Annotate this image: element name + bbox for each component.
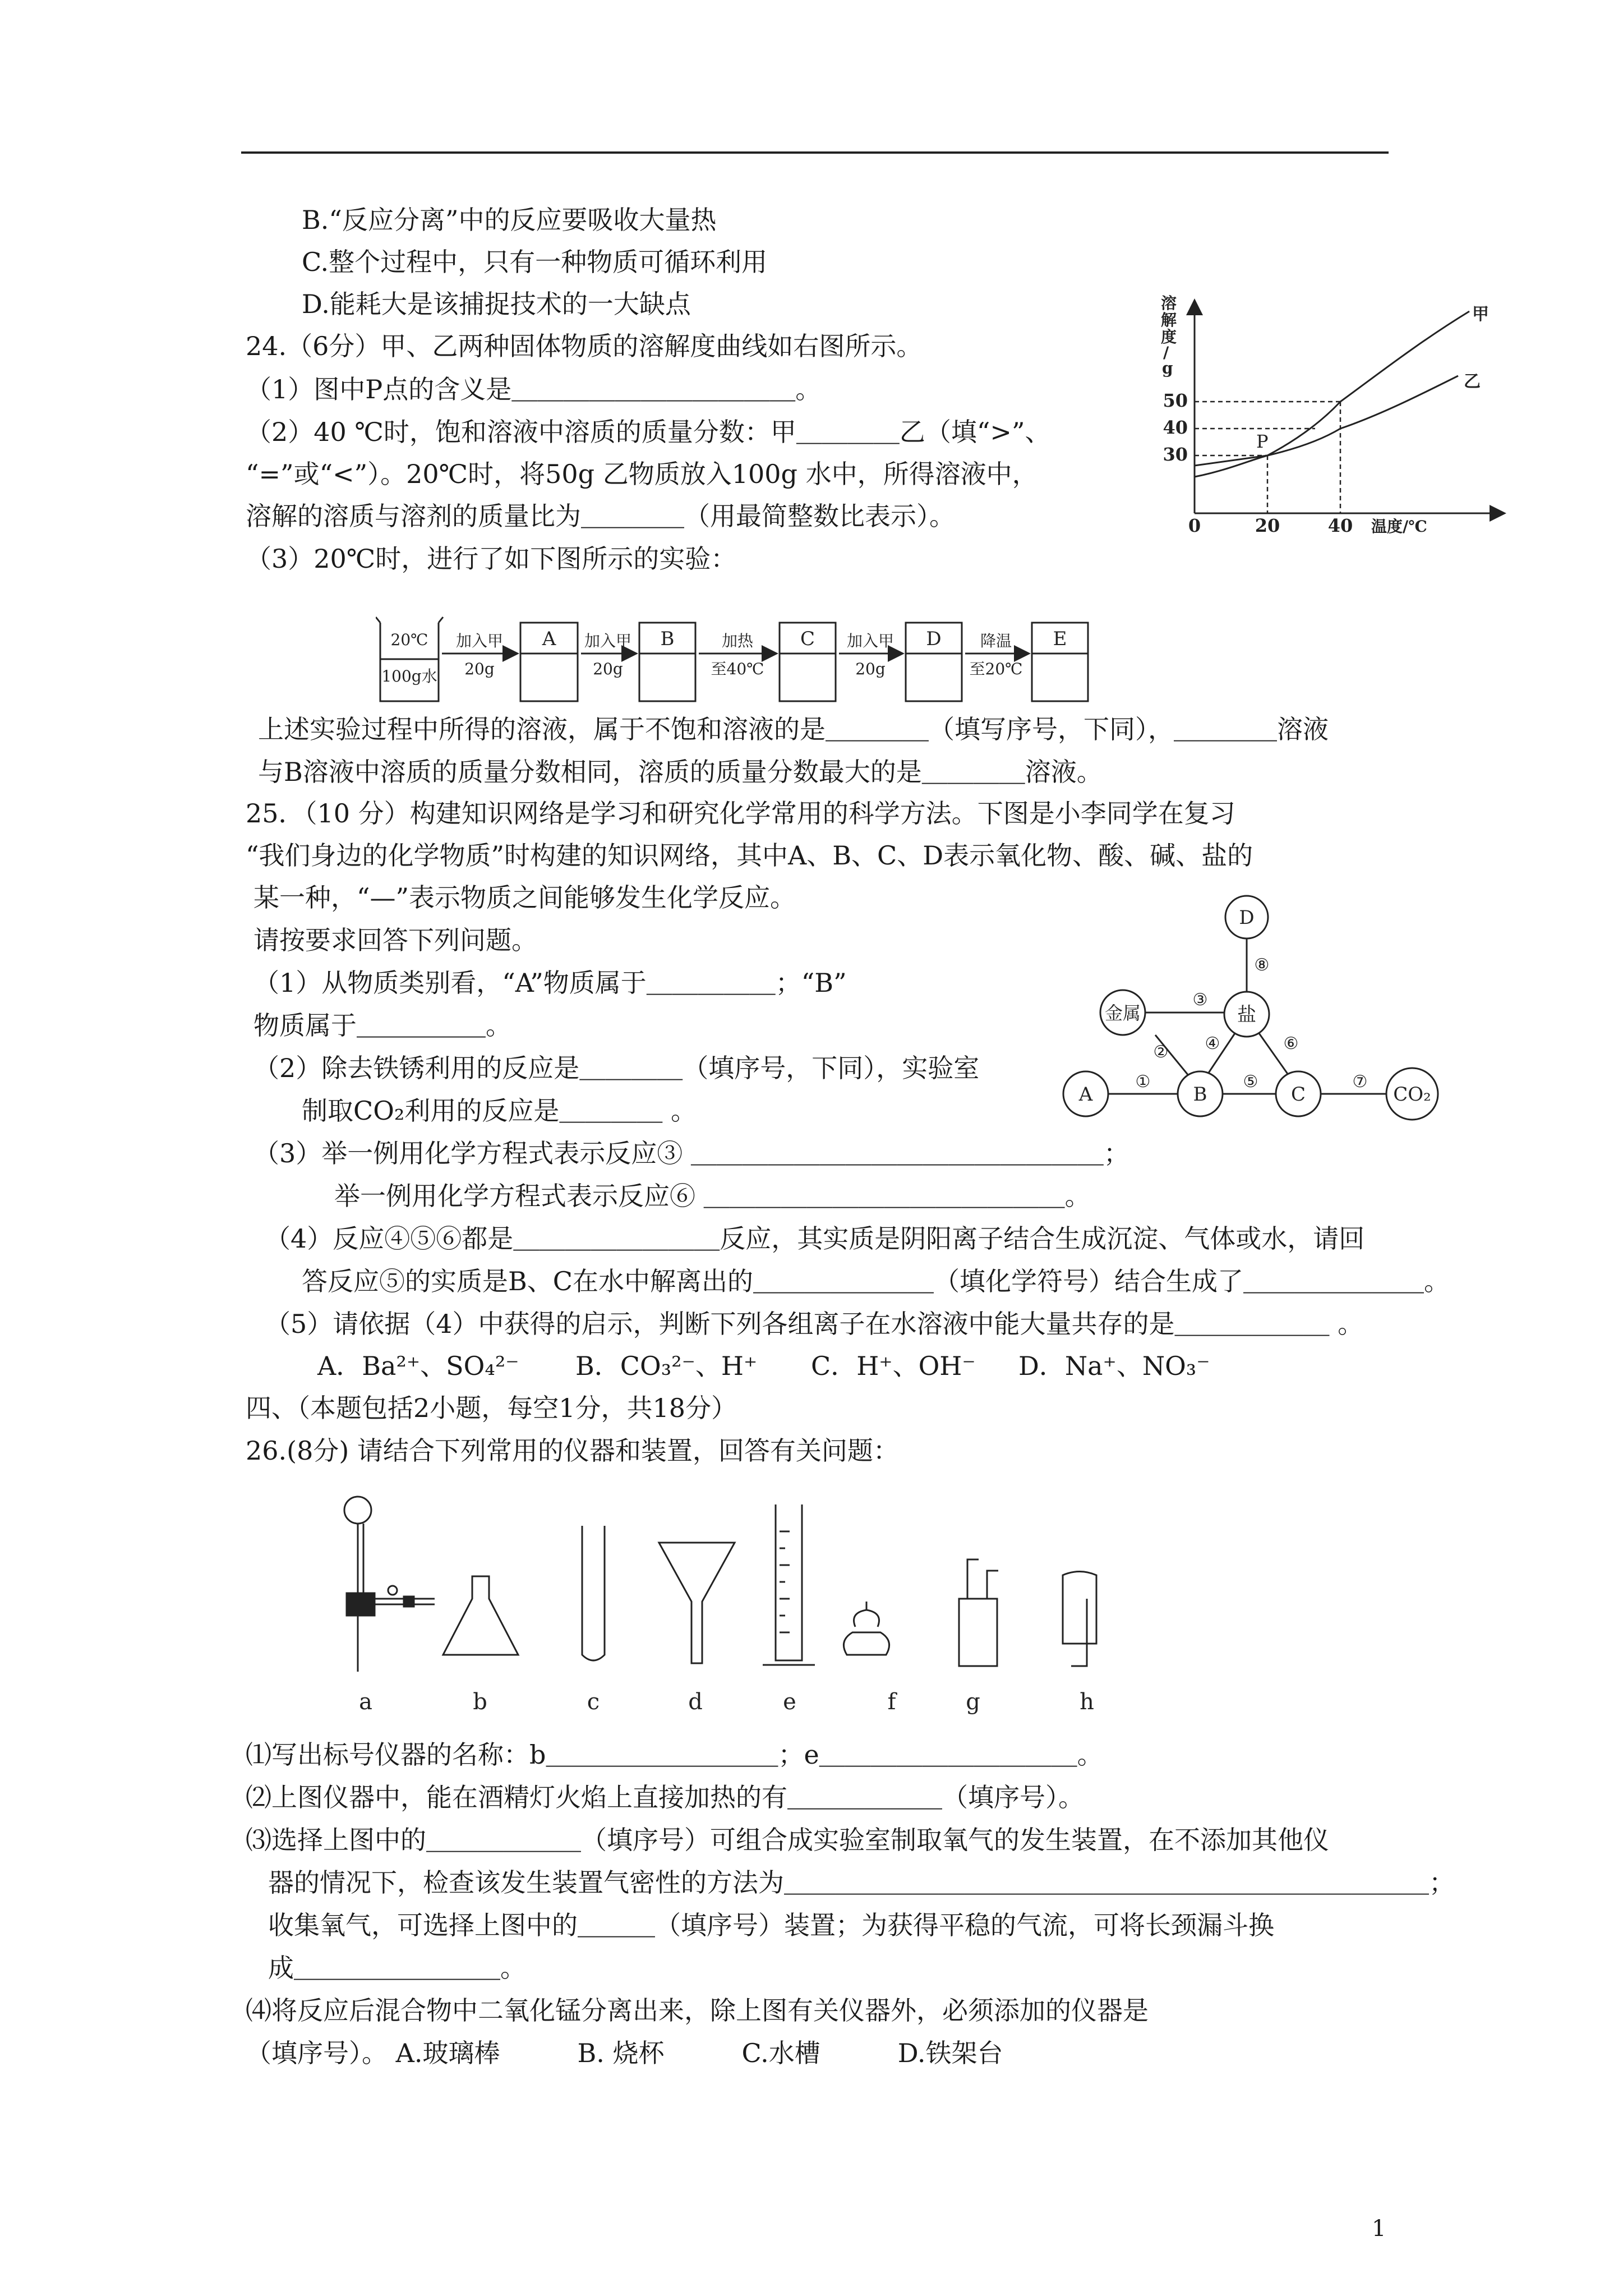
beaker-label-b: B bbox=[660, 628, 675, 650]
curve-jia bbox=[1195, 311, 1469, 477]
q25-part4-line1: （4）反应④⑤⑥都是＿＿＿＿＿＿＿＿反应，其实质是阴阳离子结合生成沉淀、气体或水，请回 bbox=[265, 1223, 1365, 1254]
y-tick-label: 30 bbox=[1163, 444, 1188, 465]
start-temp: 20℃ bbox=[390, 631, 428, 649]
curve-label-jia: 甲 bbox=[1472, 305, 1489, 324]
reaction-label: ① bbox=[1135, 1072, 1151, 1092]
step-label: 加热 bbox=[721, 632, 754, 650]
beaker-label-d: D bbox=[926, 628, 942, 650]
curve-label-yi: 乙 bbox=[1464, 372, 1481, 392]
q26-part3-line4: 成＿＿＿＿＿＿＿＿。 bbox=[268, 1953, 526, 1983]
q24-stem: 24.（6分）甲、乙两种固体物质的溶解度曲线如右图所示。 bbox=[246, 331, 923, 361]
step-label: 降温 bbox=[980, 632, 1012, 650]
q24-part1: （1）图中P点的含义是＿＿＿＿＿＿＿＿＿＿＿。 bbox=[246, 374, 822, 404]
option-b: B．CO₃²⁻、H⁺ bbox=[575, 1351, 758, 1381]
option-a: A．Ba²⁺、SO₄²⁻ bbox=[317, 1351, 519, 1381]
apparatus-c bbox=[582, 1526, 605, 1660]
option-c-line: C.整个过程中，只有一种物质可循环利用 bbox=[302, 247, 768, 277]
q25-part5-options bbox=[317, 1349, 1210, 1383]
option-d: D．Na⁺、NO₃⁻ bbox=[1018, 1351, 1210, 1381]
beaker-label-a: A bbox=[542, 628, 556, 650]
q26-part2: ⑵上图仪器中，能在酒精灯火焰上直接加热的有＿＿＿＿＿＿（填序号）。 bbox=[246, 1782, 1084, 1812]
node-salt: 盐 bbox=[1237, 1004, 1256, 1026]
q25-stem-line3: 某一种，“—”表示物质之间能够发生化学反应。 bbox=[253, 882, 796, 913]
q25-stem-line2: “我们身边的化学物质”时构建的知识网络，其中A、B、C、D表示氧化物、酸、碱、盐的 bbox=[246, 840, 1253, 871]
q25-part3-line1: （3）举一例用化学方程式表示反应③ ＿＿＿＿＿＿＿＿＿＿＿＿＿＿＿＿； bbox=[253, 1138, 1129, 1168]
step-label: 20g bbox=[593, 660, 623, 678]
reaction-label: ② bbox=[1153, 1042, 1169, 1062]
apparatus-illustration bbox=[314, 1487, 1189, 1724]
node-d: D bbox=[1239, 907, 1255, 929]
y-tick-label: 50 bbox=[1163, 390, 1188, 411]
x-tick-label: 20 bbox=[1255, 515, 1280, 536]
knowledge-network-diagram bbox=[1054, 886, 1469, 1135]
q25-part2-line2: 制取CO₂利用的反应是＿＿＿＿ 。 bbox=[302, 1096, 697, 1126]
y-axis-char: g bbox=[1162, 359, 1173, 378]
point-p-label: P bbox=[1256, 431, 1269, 452]
q26-part3-line3: 收集氧气，可选择上图中的＿＿＿（填序号）装置；为获得平稳的气流，可将长颈漏斗换 bbox=[268, 1910, 1274, 1940]
step-label: 20g bbox=[464, 660, 495, 678]
q26-part4-line1: ⑷将反应后混合物中二氧化锰分离出来，除上图有关仪器外，必须添加的仪器是 bbox=[246, 1995, 1149, 2026]
q24-part3: （3）20℃时，进行了如下图所示的实验： bbox=[246, 544, 737, 574]
q25-part2-line1: （2）除去铁锈利用的反应是＿＿＿＿（填序号，下同），实验室 bbox=[253, 1053, 980, 1083]
q24-part3-question2: 与B溶液中溶质的质量分数相同，溶质的质量分数最大的是＿＿＿＿溶液。 bbox=[258, 757, 1103, 787]
step-label: 至20℃ bbox=[969, 660, 1023, 678]
node-c: C bbox=[1290, 1083, 1306, 1106]
node-metal: 金属 bbox=[1104, 1002, 1141, 1024]
q25-part4-line2: 答反应⑤的实质是B、C在水中解离出的＿＿＿＿＿＿＿（填化学符号）结合生成了＿＿＿＿＿＿＿。 bbox=[302, 1266, 1450, 1296]
q25-stem-line1: 25．（10 分）构建知识网络是学习和研究化学常用的科学方法。下图是小李同学在复习 bbox=[246, 798, 1235, 829]
apparatus-label: g bbox=[966, 1689, 980, 1715]
apparatus-h bbox=[1063, 1572, 1096, 1667]
apparatus-label: h bbox=[1080, 1689, 1094, 1715]
option-d-line: D.能耗大是该捕捉技术的一大缺点 bbox=[302, 289, 691, 319]
q26-stem: 26.(8分) 请结合下列常用的仪器和装置，回答有关问题： bbox=[246, 1435, 899, 1466]
y-axis-char: 度 bbox=[1161, 328, 1177, 346]
page-number: 1 bbox=[1372, 2216, 1386, 2242]
apparatus-label: d bbox=[688, 1689, 703, 1715]
apparatus-label: f bbox=[887, 1689, 896, 1715]
node-a: A bbox=[1078, 1083, 1093, 1106]
apparatus-e bbox=[763, 1504, 815, 1665]
apparatus-label: c bbox=[587, 1689, 600, 1715]
section-four-heading: 四、（本题包括2小题，每空1分，共18分） bbox=[246, 1393, 737, 1423]
q26-part1: ⑴写出标号仪器的名称：b＿＿＿＿＿＿＿＿＿；e＿＿＿＿＿＿＿＿＿＿。 bbox=[246, 1740, 1103, 1770]
option-b-line: B.“反应分离”中的反应要吸收大量热 bbox=[302, 205, 717, 235]
step-label: 加入甲 bbox=[846, 632, 895, 650]
node-co2: CO₂ bbox=[1393, 1083, 1431, 1106]
solubility-graph bbox=[1155, 292, 1514, 541]
beaker-label-c: C bbox=[800, 628, 815, 650]
step-label: 加入甲 bbox=[584, 632, 632, 650]
q24-part2-line2: “=”或“<”）。20℃时，将50g 乙物质放入100g 水中，所得溶液中， bbox=[246, 459, 1038, 489]
curve-yi bbox=[1195, 376, 1458, 466]
x-axis-label: 温度/℃ bbox=[1371, 517, 1427, 536]
y-tick-label: 40 bbox=[1163, 417, 1188, 438]
reaction-label: ④ bbox=[1205, 1034, 1220, 1053]
x-tick-label: 0 bbox=[1188, 515, 1201, 536]
q24-part3-question1: 上述实验过程中所得的溶液，属于不饱和溶液的是＿＿＿＿（填写序号，下同），＿＿＿＿溶液 bbox=[258, 714, 1329, 744]
y-axis-char: 解 bbox=[1161, 311, 1177, 329]
q26-part3-line2: 器的情况下，检查该发生装置气密性的方法为＿＿＿＿＿＿＿＿＿＿＿＿＿＿＿＿＿＿＿＿＿＿＿＿＿； bbox=[268, 1867, 1455, 1898]
q24-part2-line1: （2）40 ℃时，饱和溶液中溶质的质量分数：甲＿＿＿＿乙（填“>”、 bbox=[246, 417, 1051, 447]
apparatus-a bbox=[344, 1497, 435, 1672]
apparatus-f bbox=[843, 1602, 889, 1655]
q25-part3-line2: 举一例用化学方程式表示反应⑥ ＿＿＿＿＿＿＿＿＿＿＿＿＿＿。 bbox=[334, 1181, 1091, 1211]
x-tick-label: 40 bbox=[1327, 515, 1353, 536]
q25-part1-line1: （1）从物质类别看，“A”物质属于＿＿＿＿＿；“B” bbox=[253, 968, 847, 998]
q25-part1-line2: 物质属于＿＿＿＿＿。 bbox=[253, 1010, 511, 1041]
y-axis-char: / bbox=[1163, 343, 1169, 362]
q25-part5: （5）请依据（4）中获得的启示，判断下列各组离子在水溶液中能大量共存的是＿＿＿＿＿＿ 。 bbox=[265, 1309, 1364, 1339]
reaction-label: ⑧ bbox=[1254, 955, 1270, 975]
reaction-label: ③ bbox=[1192, 990, 1208, 1010]
q26-part4-line2: （填序号）。 A.玻璃棒 B. 烧杯 C.水槽 D.铁架台 bbox=[246, 2038, 1003, 2068]
reaction-label: ⑤ bbox=[1243, 1072, 1258, 1092]
reaction-label: ⑦ bbox=[1352, 1072, 1368, 1092]
y-axis-char: 溶 bbox=[1161, 294, 1177, 312]
apparatus-label: a bbox=[359, 1689, 372, 1715]
step-label: 加入甲 bbox=[455, 632, 504, 650]
header-rule bbox=[241, 151, 1389, 154]
apparatus-label: b bbox=[473, 1689, 487, 1715]
apparatus-label: e bbox=[783, 1689, 796, 1715]
q24-part2-line3: 溶解的溶质与溶剂的质量比为＿＿＿＿（用最简整数比表示）。 bbox=[246, 501, 955, 531]
step-label: 至40℃ bbox=[711, 660, 764, 678]
q25-instruction: 请按要求回答下列问题。 bbox=[253, 925, 537, 955]
experiment-diagram bbox=[376, 611, 1122, 709]
option-c: C．H⁺、OH⁻ bbox=[811, 1351, 976, 1381]
apparatus-b bbox=[443, 1576, 518, 1655]
apparatus-g bbox=[959, 1559, 998, 1666]
start-water: 100g水 bbox=[381, 667, 437, 685]
apparatus-d bbox=[659, 1543, 735, 1663]
reaction-label: ⑥ bbox=[1283, 1034, 1299, 1053]
beaker-label-e: E bbox=[1053, 628, 1067, 650]
q26-part3-line1: ⑶选择上图中的＿＿＿＿＿＿（填序号）可组合成实验室制取氧气的发生装置，在不添加其他仪 bbox=[246, 1825, 1329, 1855]
node-b: B bbox=[1193, 1083, 1207, 1106]
step-label: 20g bbox=[855, 660, 886, 678]
